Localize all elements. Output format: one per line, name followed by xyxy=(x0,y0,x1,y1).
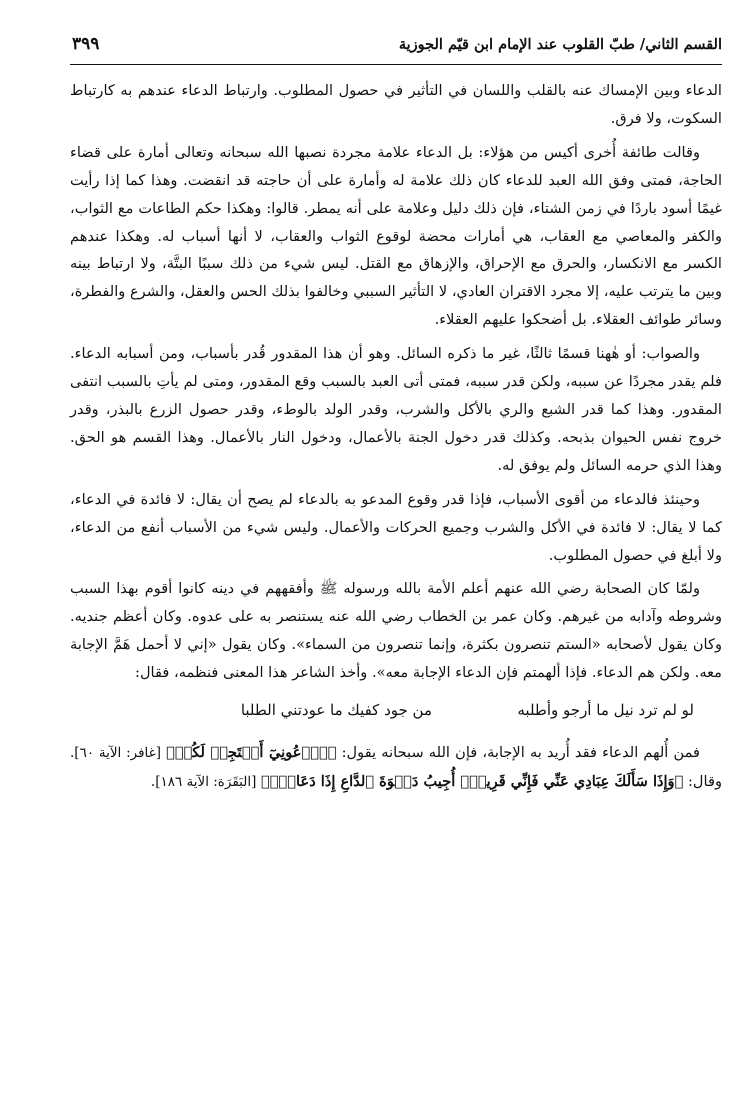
paragraph-4: وحينئذ فالدعاء من أقوى الأسباب، فإذا قدر وقوع المدعو به بالدعاء لم يصح أن يقال: لا فائدة في الدعاء، كما لا يقال: لا فائدة في الأكل والشرب وجميع الحركات والأعمال. وليس شيء من الأسباب أنفع من الدعاء، ولا أبلغ في حصول المطلوب. xyxy=(70,490,722,564)
paragraph-1: الدعاء وبين الإمساك عنه بالقلب واللسان في التأثير في حصول المطلوب. وارتباط الدعاء عندهم به كارتباط السكوت، ولا فرق. xyxy=(70,82,722,127)
closing-connector: وقال: xyxy=(688,772,722,790)
closing-paragraph xyxy=(70,739,722,797)
running-title: القسم الثاني/ طبّ القلوب عند الإمام ابن قيّم الجوزية xyxy=(398,36,722,53)
quran-reference-ghafir: [غافر: الآية ٦٠]. xyxy=(70,745,161,762)
page-header xyxy=(70,28,722,65)
page xyxy=(70,28,722,1078)
paragraph-3: والصواب: أو هٰهنا قسمًا ثالثًا، غير ما ذكره السائل. وهو أن هذا المقدور قُدر بأسباب، ومن أسبابه الدعاء. فلم يقدر مجردًا عن سببه، ولكن قدر سببه، فمتى أتى العبد بالسبب وقع المقدور، ومتى لم يأتِ بالسبب انتفى المقدور. وهذا كما قدر الشبع والري بالأكل والشرب، وقدر الولد بالوطء، وقدر حصول الزرع بالبذر، وقدر خروج نفس الحيوان بذبحه. وكذلك قدر دخول الجنة بالأعمال، ودخول النار بالأعمال. وهذا القسم هو الحق. وهذا الذي حرمه السائل ولم يوفق له. xyxy=(70,345,722,474)
quran-reference-baqarah: [البَقَرَة: الآية ١٨٦]. xyxy=(150,773,257,790)
page-number: ٣٩٩ xyxy=(72,34,100,54)
closing-intro: فمن أُلهم الدعاء فقد أُريد به الإجابة، فإن الله سبحانه يقول: xyxy=(341,744,701,762)
paragraph-2: وقالت طائفة أُخرى أكيس من هؤلاء: بل الدعاء علامة مجردة نصبها الله سبحانه وتعالى أمارة على قضاء الحاجة، فمتى وفق الله العبد للدعاء كان ذلك علامة له وأمارة على أن حاجته قد انقضت. وهذا كما إذا رأيت غيمًا أسود باردًا في زمن الشتاء، فإن ذلك دليل وعلامة على أنه يمطر. قالوا: وهكذا حكم الطاعات مع الثواب، والكفر والمعاصي مع العقاب، هي أمارات محضة لوقوع الثواب والعقاب، لا أنها أسباب له. وهكذا عندهم الكسر مع الانكسار، والحرق مع الإحراق، والإزهاق مع القتل. ليس شيء من ذلك سببًا البتَّة، ولا ارتباط بينه وبين ما يترتب عليه، إلا مجرد الاقتران العادي، لا التأثير السببي وخالفوا بذلك الحس والعقل، والشرع والفطرة، وسائر طوائف العقلاء. بل أضحكوا عليهم العقلاء. xyxy=(70,143,722,329)
paragraph-5: ولمّا كان الصحابة رضي الله عنهم أعلم الأمة بالله ورسوله ﷺ وأفقههم في دينه كانوا أقوم بهذا السبب وشروطه وآدابه من غيرهم. وكان عمر بن الخطاب رضي الله عنه يستنصر به على عدوه. وكان أعظم جنديه. وكان يقول لأصحابه «الستم تنصرون بكثرة، وإنما تنصرون من السماء». وكان يقول «إني لا أحمل هَمَّ الإجابة معه. ولكن هم الدعاء. فإذا ألهمتم فإن الدعاء الإجابة معه». وأخذ الشاعر هذا المعنى فنظمه، فقال: xyxy=(70,580,722,682)
verse-second-hemistich: من جود كفيك ما عودتني الطلبا xyxy=(240,701,432,720)
quran-verse-baqarah: ﴿وَإِذَا سَأَلَكَ عِبَادِي عَنِّي فَإِنِّي قَرِيبٌۖ أُجِيبُ دَعۡوَةَ ٱلدَّاعِ إِذَا دَعَانِۖ﴾ xyxy=(261,772,684,790)
poetry-verse xyxy=(70,699,722,729)
verse-first-hemistich: لو لم ترد نيل ما أرجو وأطلبه xyxy=(517,701,694,720)
body-text xyxy=(70,77,722,797)
quran-verse-ghafir: ﴿ٱدۡعُونِيٓ أَسۡتَجِبۡ لَكُمۡ﴾ xyxy=(166,744,337,762)
